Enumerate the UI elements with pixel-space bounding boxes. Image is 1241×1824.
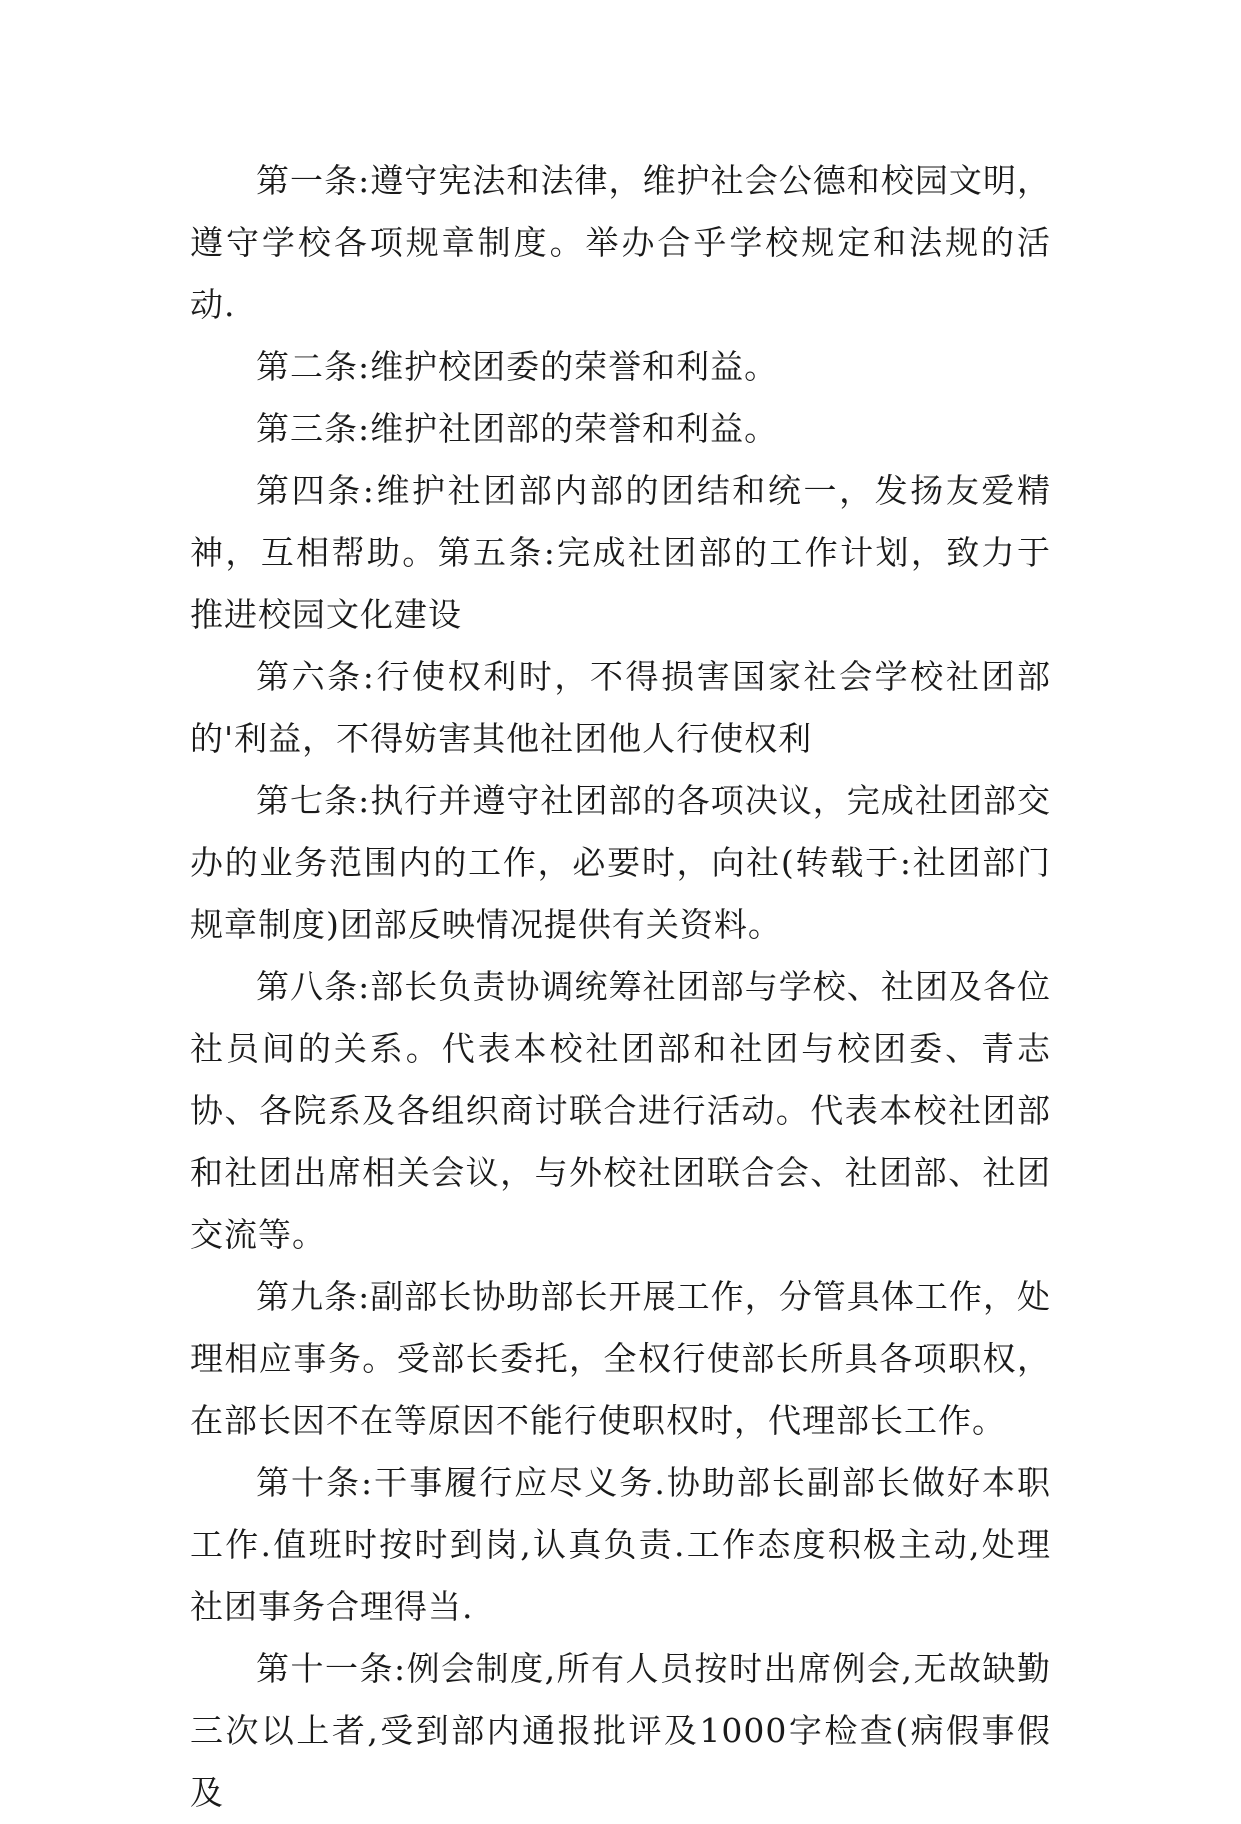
article-1: 第一条:遵守宪法和法律，维护社会公德和校园文明，遵守学校各项规章制度。举办合乎学校规定和法规的活动.: [190, 161, 1051, 324]
article-2: 第二条:维护校团委的荣誉和利益。: [256, 347, 779, 386]
article-6: 第六条:行使权利时，不得损害国家社会学校社团部的'利益，不得妨害其他社团他人行使权利: [190, 657, 1051, 758]
article-4-5: 第四条:维护社团部内部的团结和统一，发扬友爱精神，互相帮助。第五条:完成社团部的工作计划，致力于推进校园文化建设: [190, 471, 1051, 634]
article-7: 第七条:执行并遵守社团部的各项决议，完成社团部交办的业务范围内的工作，必要时，向社(转载于:社团部门规章制度)团部反映情况提供有关资料。: [190, 781, 1051, 944]
article-10: 第十条:干事履行应尽义务.协助部长副部长做好本职工作.值班时按时到岗,认真负责.工作态度积极主动,处理社团事务合理得当.: [190, 1463, 1051, 1626]
article-3: 第三条:维护社团部的荣誉和利益。: [256, 409, 779, 448]
article-9: 第九条:副部长协助部长开展工作，分管具体工作，处理相应事务。受部长委托，全权行使部长所具各项职权，在部长因不在等原因不能行使职权时，代理部长工作。: [190, 1277, 1051, 1440]
article-8: 第八条:部长负责协调统筹社团部与学校、社团及各位社员间的关系。代表本校社团部和社团与校团委、青志协、各院系及各组织商讨联合进行活动。代表本校社团部和社团出席相关会议，与外校社团联合会、社团部、社团交流等。: [190, 967, 1051, 1254]
article-11: 第十一条:例会制度,所有人员按时出席例会,无故缺勤三次以上者,受到部内通报批评及1000字检查(病假事假及: [190, 1649, 1051, 1812]
